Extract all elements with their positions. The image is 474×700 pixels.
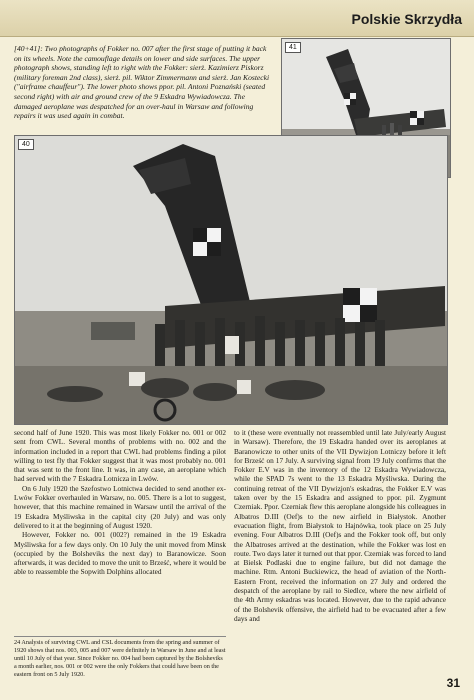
page-number: 31	[446, 676, 460, 690]
right-column	[234, 428, 446, 623]
right-paragraph-1: to it (these were eventually not reassembled until late July/early August in Warsaw). Therefore, the 19 Eskadra handed over its aeroplanes at Baranowicze to other units of the VII Dywizjon Lotniczy before it left for Brześć on 17 July. A surviving signal from 19 July confirms that the Fokker E.V was in the inventory of the 12 Eskadra Wywiadowcza, while the SPAD 7s went to the 13 Eskadra Myśliwska. During the continuing retreat of the VII Dywizjon's eskadras, the Fokker E.V was taken over by the 15 Eskadra and assigned to ppor. pil. Zygmunt Czerniak. Ppor. Czerniak flew this aeroplane alongside his colleagues in Albatros D.III (Oef)s to the new airfield in Białystok. Another evacuation flight, from Białystok to Hajnówka, took place on 25 July evening. Four Albatros D.III (Oef)s and the Fokker took off, but only the Albatroses arrived at the destination, while the Fokker was lost en route. Two days later it turned out that ppor. Czerniak was forced to land at Bielsk Podlaski due to engine failure, but did not damage the machine. Rtm. Antoni Buckiewicz, the head of aviation of the North-Eastern Front, received the information on 27 July and ordered the despatch of the aeroplane by rail to Siedlce, where the new airfield of the 4th Army eskadras was located. However, due to the rapid advance of the Bolshevik offensive, the airfield had to be evacuated after a few days and	[234, 428, 446, 623]
photo-40-image	[15, 136, 447, 424]
photo-40	[14, 135, 448, 425]
page-header-title: Polskie Skrzydła	[351, 11, 462, 27]
header-bar	[0, 0, 474, 37]
photo-40-number: 40	[18, 139, 34, 150]
left-paragraph-3: However, Fokker no. 001 (002?) remained in the 19 Eskadra Myśliwska for a few days only. On 10 July the unit moved from Minsk (occupied by the Bolsheviks the next day) to Baranowicze. Soon afterwards, it was decided to move the unit to Brześć, where it would be able to reassemble the Sopwith Dolphins allocated	[14, 530, 226, 577]
left-paragraph-2: On 6 July 1920 the Szefostwo Lotnictwa decided to send another ex-Lwów Fokker overhauled in Warsaw, no. 005. There is a lot to suggest, however, that this machine remained in Warsaw until the arrival of the 19 Eskadra Myśliwska in the capital city (20 July) and was only delivered to it at the beginning of August 1920.	[14, 483, 226, 530]
left-paragraph-1: second half of June 1920. This was most likely Fokker no. 001 or 002 sent from CWL. Several months of problems with no. 002 and the information included in a report that CWL had problems finding a pilot willing to test fly that Fokker suggest that it was most probably no. 001 that was sent to the front line. It was, in any case, an aeroplane which had served with the 7 Eskadra Lotnicza in Lwów.	[14, 428, 226, 484]
photo-41-number: 41	[285, 42, 301, 53]
footnote-24: 24 Analysis of surviving CWL and CSL documents from the spring and summer of 1920 shows that nos. 003, 005 and 007 were definitely in Warsaw in June and at least until 10 July of that year. Since Fokker no. 004 had been captured by the Bolsheviks a month earlier, nos. 001 or 002 were the only Fokkers that could have been on the eastern front on 5 July 1920.	[14, 636, 226, 679]
left-column	[14, 428, 226, 577]
photo-caption: [40+41]: Two photographs of Fokker no. 007 after the first stage of putting it back on its wheels. Note the camouflage details on lower and side surfaces. The upper photograph shows, standing left to right with the Fokker: sierż. Kazimierz Piskorz (military foreman 2nd class), sierż. pil. Wiktor Zimmermann and sierż. Jan Kostecki ("airframe chauffeur"). The lower photo shows ppor. pil. Antoni Poznański (seated second right) with air and ground crew of the 9 Eskadra Wywiadowcza. The damaged aeroplane was despatched for an over-haul in Warsaw and following repairs it was used again in combat.	[14, 44, 270, 121]
